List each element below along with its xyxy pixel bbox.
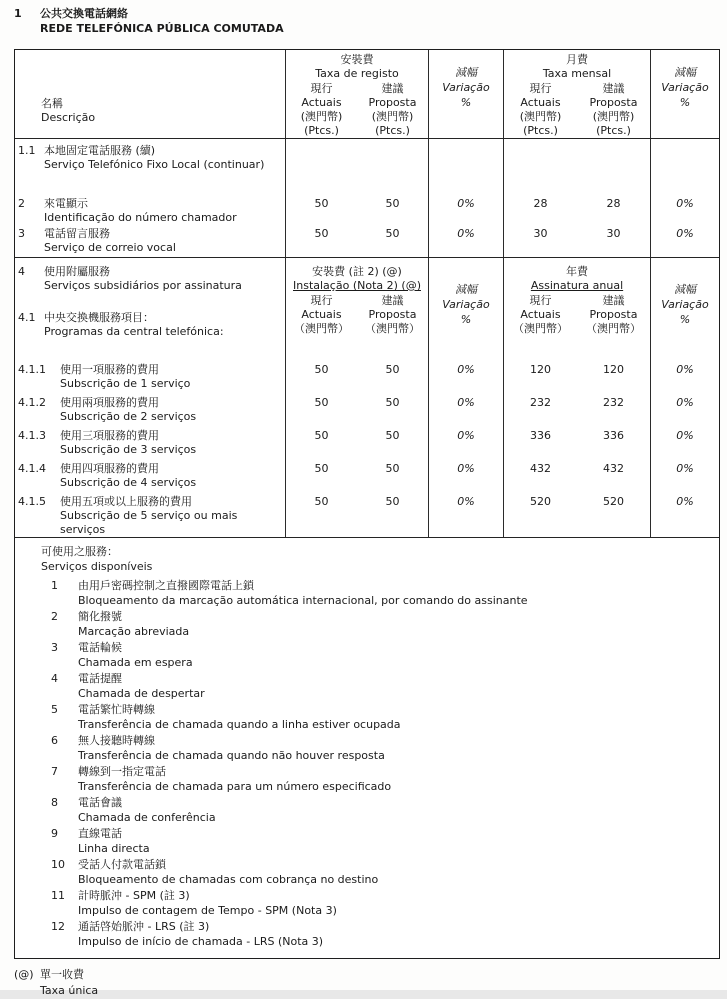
install-current-value: 50 <box>314 197 329 210</box>
currency-mop: (澳門幣) <box>519 110 562 123</box>
service-number: 10 <box>51 858 65 871</box>
monthly-proposed-value <box>577 144 650 195</box>
installation-values <box>286 139 429 195</box>
install-variation-value <box>429 139 504 195</box>
installation-note-zh: 安裝費 (註 2) (@) <box>312 265 402 278</box>
title-zh: 公共交換電話網絡 <box>40 7 128 20</box>
service-item <box>41 640 709 670</box>
variation-zh: 減幅 <box>455 283 477 296</box>
annual-values <box>504 460 651 493</box>
subcol-current <box>504 82 577 138</box>
installation-values <box>286 361 429 394</box>
proposed-zh: 建議 <box>381 82 404 95</box>
installation-values <box>286 394 429 427</box>
service-zh: 簡化撥號 <box>78 610 122 623</box>
monthly-values <box>504 225 651 257</box>
service-zh: 受話人付款電話鎖 <box>78 858 166 871</box>
footnote-zh: 單一收費 <box>40 968 84 981</box>
install-proposed-value: 50 <box>385 495 400 508</box>
currency-ptcs: (Ptcs.) <box>523 124 558 137</box>
proposed-zh: 建議 <box>602 294 625 307</box>
service-pt: Chamada de despertar <box>78 687 205 700</box>
service-pt: Transferência de chamada quando não houver resposta <box>78 749 385 762</box>
install-current-value: 50 <box>314 429 329 442</box>
column-header-variation-install <box>429 258 504 361</box>
title-pt: REDE TELEFÓNICA PÚBLICA COMUTADA <box>40 22 284 35</box>
monthly-current-value <box>504 144 577 195</box>
variation-pt: Variação <box>661 298 709 311</box>
service-zh: 由用戶密碼控制之直撥國際電話上鎖 <box>78 579 254 592</box>
row-label-zh: 使用附屬服務 <box>44 265 110 278</box>
service-number: 12 <box>51 920 65 933</box>
row-label-zh: 中央交換機服務項目： <box>44 311 154 324</box>
service-pt: Linha directa <box>78 842 150 855</box>
row-number: 1.1 <box>18 144 36 157</box>
table-header-section <box>15 50 719 139</box>
table-row <box>15 195 719 225</box>
install-variation-value: 0% <box>429 460 504 493</box>
annual-fee-pt: Assinatura anual <box>530 279 624 292</box>
row-number: 4.1.4 <box>18 462 46 475</box>
variation-zh: 減幅 <box>674 66 696 79</box>
row-label-zh: 本地固定電話服務 (續) <box>44 144 156 157</box>
table-row <box>15 427 719 460</box>
monthly-subcolumns <box>504 82 650 138</box>
service-pt: Impulso de início de chamada - LRS (Nota 3) <box>78 935 324 948</box>
service-item <box>41 671 709 701</box>
annual-proposed-value: 520 <box>603 495 624 508</box>
subcol-proposed <box>577 294 650 336</box>
install-proposed-value: 50 <box>385 396 400 409</box>
row-label-pt: Serviço de correio vocal <box>44 241 176 254</box>
service-zh: 無人接聽時轉線 <box>78 734 155 747</box>
service-item <box>41 888 709 918</box>
monthly-variation-value: 0% <box>676 197 694 210</box>
row-description <box>15 195 286 225</box>
current-pt: Actuais <box>301 96 342 109</box>
service-number: 6 <box>51 734 58 747</box>
service-number: 8 <box>51 796 58 809</box>
section-number: 1 <box>14 7 22 20</box>
footnote-pt: Taxa única <box>40 984 99 997</box>
document-title <box>14 6 720 36</box>
service-item <box>41 857 709 887</box>
row-label-pt: Serviço Telefónico Fixo Local (continuar) <box>44 158 265 171</box>
column-header-description <box>15 50 286 138</box>
table-row <box>15 394 719 427</box>
service-zh: 直線電話 <box>78 827 122 840</box>
annual-current-value: 336 <box>530 429 551 442</box>
row-description <box>15 258 286 361</box>
monthly-values <box>504 195 651 225</box>
column-header-installation-note2 <box>286 258 429 361</box>
row-number: 4.1 <box>18 311 36 324</box>
currency-mop: （澳門幣） <box>365 322 420 335</box>
monthly-variation-value: 0% <box>676 227 694 240</box>
row-description <box>15 139 286 195</box>
install-proposed-value: 50 <box>385 363 400 376</box>
service-number: 7 <box>51 765 58 778</box>
monthly-current-value: 30 <box>533 227 548 240</box>
row-label-pt: Subscrição de 3 serviços <box>60 443 197 456</box>
currency-mop: (澳門幣) <box>300 110 343 123</box>
annual-variation-value: 0% <box>676 363 694 376</box>
proposed-zh: 建議 <box>381 294 404 307</box>
currency-mop: （澳門幣） <box>586 322 641 335</box>
footnote-single-fee <box>14 967 720 999</box>
monthly-fee-zh: 月費 <box>566 53 588 66</box>
service-number: 5 <box>51 703 58 716</box>
tariff-table <box>14 49 720 959</box>
row-label-zh: 使用一項服務的費用 <box>60 363 159 376</box>
column-header-variation-annual <box>651 258 719 361</box>
row-number: 2 <box>18 197 25 210</box>
installation-values <box>286 493 429 537</box>
installation-fee-zh: 安裝費 <box>340 53 374 66</box>
row-description <box>15 493 286 537</box>
row-label-zh: 使用四項服務的費用 <box>60 462 159 475</box>
service-pt: Transferência de chamada quando a linha estiver ocupada <box>78 718 401 731</box>
service-zh: 電話繁忙時轉線 <box>78 703 155 716</box>
install-proposed-value: 50 <box>385 462 400 475</box>
col-name-zh: 名稱 <box>41 97 63 110</box>
subcol-proposed <box>357 82 428 138</box>
annual-variation-value: 0% <box>676 495 694 508</box>
service-item <box>41 609 709 639</box>
subcol-proposed <box>357 294 428 336</box>
annual-variation-value: 0% <box>676 429 694 442</box>
install-current-value: 50 <box>314 396 329 409</box>
service-item <box>41 826 709 856</box>
currency-ptcs: (Ptcs.) <box>375 124 410 137</box>
monthly-fee-pt: Taxa mensal <box>542 67 612 80</box>
installation-subcolumns <box>286 82 428 138</box>
row-label-pt: Subscrição de 1 serviço <box>60 377 191 390</box>
proposed-pt: Proposta <box>589 96 638 109</box>
annual-current-value: 120 <box>530 363 551 376</box>
column-header-annual-fee <box>504 258 651 361</box>
current-zh: 現行 <box>529 82 552 95</box>
row-number: 4.1.5 <box>18 495 46 508</box>
annual-current-value: 520 <box>530 495 551 508</box>
variation-pt: Variação <box>442 298 490 311</box>
row-label-pt: Serviços subsidiários por assinatura <box>44 279 242 292</box>
row-number: 4.1.3 <box>18 429 46 442</box>
footnote-symbol: (@) <box>14 968 34 981</box>
variation-pt: Variação <box>442 81 490 94</box>
column-header-installation-fee <box>286 50 429 138</box>
proposed-pt: Proposta <box>368 96 417 109</box>
table-row <box>15 361 719 394</box>
current-pt: Actuais <box>520 308 561 321</box>
row-label-pt: Subscrição de 4 serviços <box>60 476 197 489</box>
row-description <box>15 460 286 493</box>
column-header-variation-install <box>429 50 504 138</box>
install-current-value: 50 <box>314 495 329 508</box>
installation-fee-pt: Taxa de registo <box>315 67 399 80</box>
title-lines <box>40 6 284 36</box>
service-zh: 轉線到一指定電話 <box>78 765 166 778</box>
annual-fee-zh: 年費 <box>566 265 588 278</box>
installation-values <box>286 195 429 225</box>
current-pt: Actuais <box>301 308 342 321</box>
annual-proposed-value: 232 <box>603 396 624 409</box>
annual-variation-value: 0% <box>676 396 694 409</box>
subcol-current <box>504 294 577 336</box>
row-number: 3 <box>18 227 25 240</box>
monthly-proposed-value: 28 <box>606 197 621 210</box>
row-label-pt: Identificação do número chamador <box>44 211 237 224</box>
table-row <box>15 225 719 257</box>
annual-proposed-value: 336 <box>603 429 624 442</box>
monthly-variation-value <box>651 139 719 195</box>
subcol-current <box>286 82 357 138</box>
row-description <box>15 394 286 427</box>
service-number: 2 <box>51 610 58 623</box>
service-item <box>41 733 709 763</box>
service-pt: Chamada em espera <box>78 656 193 669</box>
service-number: 3 <box>51 641 58 654</box>
column-header-monthly-fee <box>504 50 651 138</box>
install-variation-value: 0% <box>429 493 504 537</box>
row-description <box>15 361 286 394</box>
table-row <box>15 493 719 537</box>
service-zh: 電話輪候 <box>78 641 122 654</box>
current-pt: Actuais <box>520 96 561 109</box>
variation-zh: 減幅 <box>455 66 477 79</box>
service-item <box>41 764 709 794</box>
install-proposed-value: 50 <box>385 429 400 442</box>
service-pt: Chamada de conferência <box>78 811 216 824</box>
col-name-pt: Descrição <box>41 111 96 124</box>
install-current-value: 50 <box>314 462 329 475</box>
row-label-zh: 來電顯示 <box>44 197 88 210</box>
installation-values <box>286 427 429 460</box>
annual-proposed-value: 432 <box>603 462 624 475</box>
table-row <box>15 139 719 195</box>
current-zh: 現行 <box>310 294 333 307</box>
row-number: 4.1.2 <box>18 396 46 409</box>
install-proposed-value: 50 <box>385 227 400 240</box>
annual-values <box>504 394 651 427</box>
variation-pct: % <box>460 96 472 109</box>
service-zh: 通話啓始脈沖 - LRS (註 3) <box>78 920 210 933</box>
proposed-zh: 建議 <box>602 82 625 95</box>
currency-ptcs: (Ptcs.) <box>596 124 631 137</box>
row-label-zh: 使用兩項服務的費用 <box>60 396 159 409</box>
annual-current-value: 232 <box>530 396 551 409</box>
install-proposed-value <box>357 144 428 195</box>
proposed-pt: Proposta <box>589 308 638 321</box>
annual-values <box>504 361 651 394</box>
service-zh: 電話提醒 <box>78 672 122 685</box>
service-zh: 計時脈沖 - SPM (註 3) <box>78 889 190 902</box>
subcol-current <box>286 294 357 336</box>
currency-mop: （澳門幣） <box>294 322 349 335</box>
row-label-zh: 電話留言服務 <box>44 227 110 240</box>
variation-zh: 減幅 <box>674 283 696 296</box>
installation-note-pt: Instalação (Nota 2) (@) <box>293 279 421 292</box>
subsidiary-header-row <box>15 258 719 361</box>
service-number: 1 <box>51 579 58 592</box>
install-variation-value: 0% <box>429 361 504 394</box>
currency-mop: （澳門幣） <box>513 322 568 335</box>
row-label-pt: Programas da central telefónica: <box>44 325 224 338</box>
service-number: 9 <box>51 827 58 840</box>
row-label-zh: 使用三項服務的費用 <box>60 429 159 442</box>
variation-pct: % <box>679 313 691 326</box>
install-variation-value: 0% <box>429 225 504 257</box>
column-header-variation-monthly <box>651 50 719 138</box>
row-description <box>15 427 286 460</box>
service-item <box>41 919 709 949</box>
service-pt: Marcação abreviada <box>78 625 190 638</box>
row-number: 4.1.1 <box>18 363 46 376</box>
service-zh: 電話會議 <box>78 796 122 809</box>
service-pt: Impulso de contagem de Tempo - SPM (Nota 3) <box>78 904 337 917</box>
service-number: 11 <box>51 889 65 902</box>
services-title <box>41 544 709 574</box>
install-variation-value: 0% <box>429 394 504 427</box>
section-local-fixed-service <box>15 139 719 258</box>
current-zh: 現行 <box>529 294 552 307</box>
row-number: 4 <box>18 265 25 278</box>
service-number: 4 <box>51 672 58 685</box>
service-item <box>41 702 709 732</box>
row-label-pt: Subscrição de 5 serviço ou mais serviços <box>60 509 238 536</box>
install-variation-value: 0% <box>429 195 504 225</box>
install-current-value: 50 <box>314 227 329 240</box>
currency-mop: (澳門幣) <box>371 110 414 123</box>
annual-values <box>504 427 651 460</box>
services-title-pt: Serviços disponíveis <box>41 560 153 573</box>
monthly-values <box>504 139 651 195</box>
annual-current-value: 432 <box>530 462 551 475</box>
annual-proposed-value: 120 <box>603 363 624 376</box>
install-proposed-value: 50 <box>385 197 400 210</box>
install-current-value: 50 <box>314 363 329 376</box>
table-row <box>15 460 719 493</box>
installation-values <box>286 225 429 257</box>
service-item <box>41 578 709 608</box>
services-title-zh: 可使用之服務： <box>41 545 118 558</box>
variation-pt: Variação <box>661 81 709 94</box>
row-description <box>15 225 286 257</box>
current-zh: 現行 <box>310 82 333 95</box>
annual-values <box>504 493 651 537</box>
installation-values <box>286 460 429 493</box>
row-label-zh: 使用五項或以上服務的費用 <box>60 495 192 508</box>
install-current-value <box>286 144 357 195</box>
monthly-proposed-value: 30 <box>606 227 621 240</box>
variation-pct: % <box>679 96 691 109</box>
service-item <box>41 795 709 825</box>
subcol-proposed <box>577 82 650 138</box>
currency-mop: (澳門幣) <box>592 110 635 123</box>
section-subsidiary-services <box>15 258 719 538</box>
table-header-row <box>15 50 719 138</box>
proposed-pt: Proposta <box>368 308 417 321</box>
install-variation-value: 0% <box>429 427 504 460</box>
service-pt: Transferência de chamada para um número especificado <box>78 780 392 793</box>
monthly-current-value: 28 <box>533 197 548 210</box>
service-pt: Bloqueamento de chamadas com cobrança no destino <box>78 873 379 886</box>
service-pt: Bloqueamento da marcação automática internacional, por comando do assinante <box>78 594 528 607</box>
available-services-section <box>15 538 719 958</box>
currency-ptcs: (Ptcs.) <box>304 124 339 137</box>
annual-variation-value: 0% <box>676 462 694 475</box>
variation-pct: % <box>460 313 472 326</box>
row-label-pt: Subscrição de 2 serviços <box>60 410 197 423</box>
